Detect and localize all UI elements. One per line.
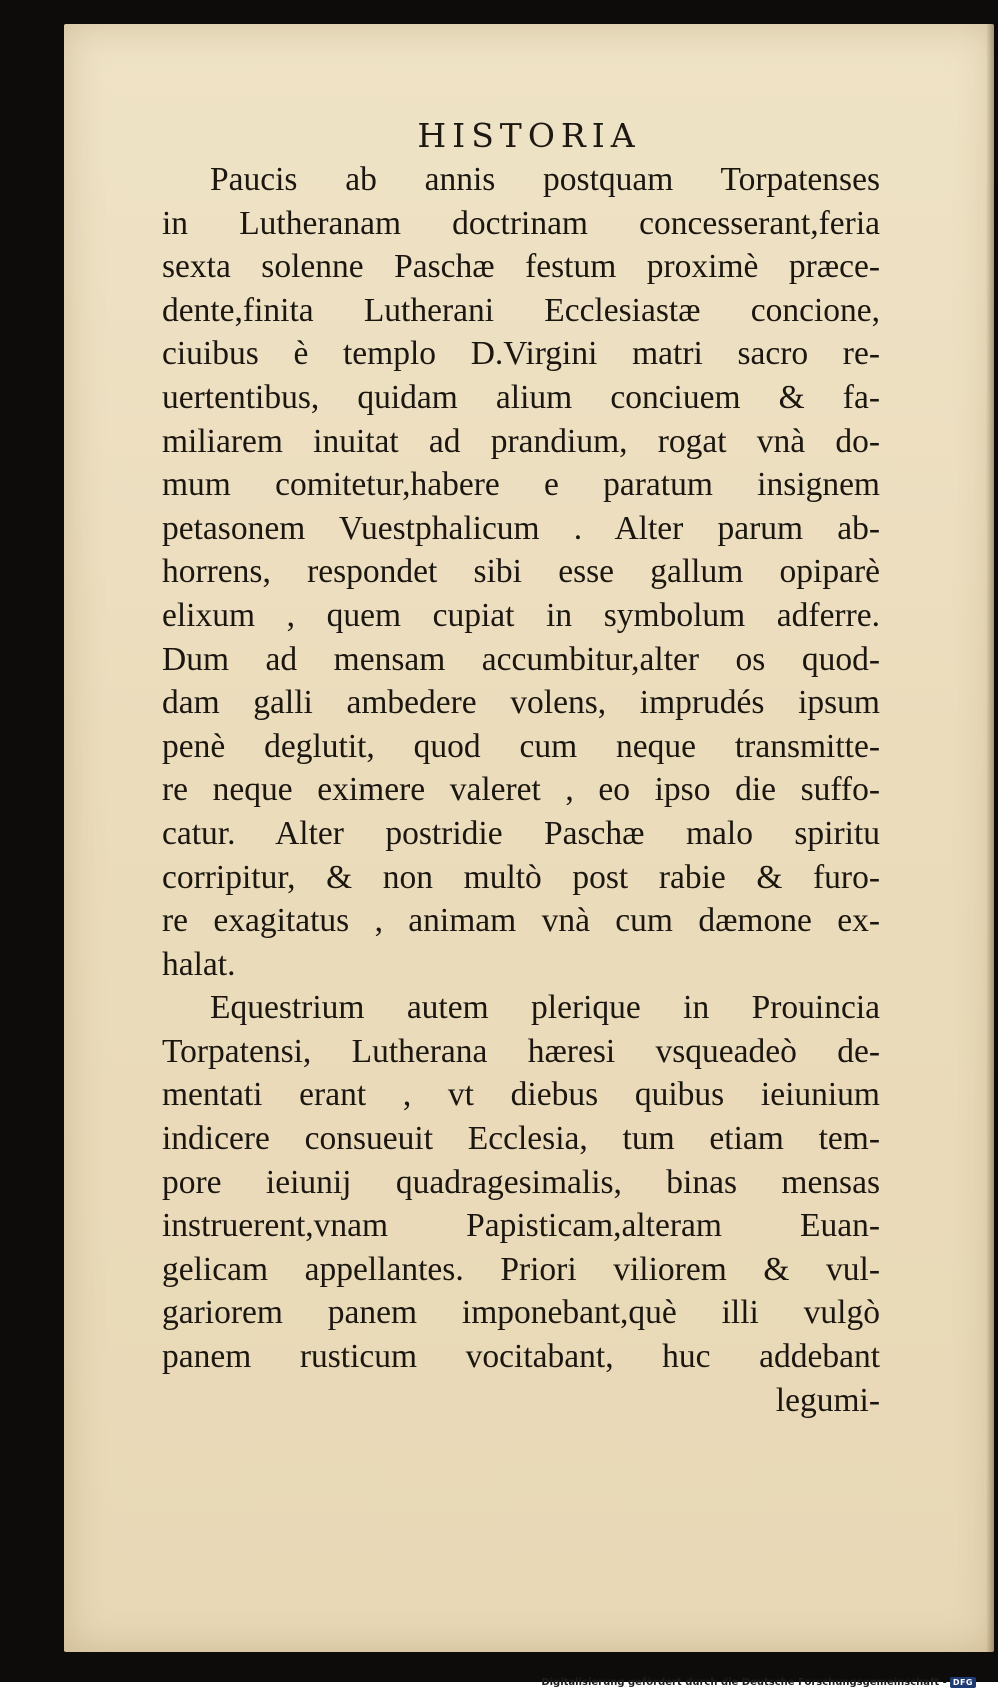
text-line: panem rusticum vocitabant, huc addebant [162, 1338, 880, 1376]
running-head: HISTORIA [417, 116, 641, 155]
text-line: corripitur, & non multò post rabie & furo- [162, 858, 880, 896]
text-line: dente,finita Lutherani Ecclesiastæ concione, [162, 291, 880, 329]
text-line: catur. Alter postridie Paschæ malo spiritu [162, 814, 880, 852]
dfg-logo: DFG [950, 1677, 976, 1688]
text-line: dam galli ambedere volens, imprudés ipsum [162, 684, 880, 722]
text-line: instruerent,vnam Papisticam,alteram Euan- [162, 1207, 880, 1245]
text-line: re exagitatus , animam vnà cum dæmone ex- [162, 902, 880, 940]
text-line: horrens, respondet sibi esse gallum opiparè [162, 553, 880, 591]
text-line: sexta solenne Paschæ festum proximè præce- [162, 248, 880, 286]
page-edge-shadow [986, 24, 994, 1652]
text-line: Torpatensi, Lutherana hæresi vsqueadeò de- [162, 1032, 880, 1070]
text-line: ciuibus è templo D.Virgini matri sacro re- [162, 335, 880, 373]
text-line: indicere consueuit Ecclesia, tum etiam tem- [162, 1120, 880, 1158]
text-line: mum comitetur,habere e paratum insignem [162, 466, 880, 504]
text-line: Equestrium autem plerique in Prouincia [210, 989, 880, 1027]
text-line: in Lutheranam doctrinam concesserant,feria [162, 204, 880, 242]
text-line: petasonem Vuestphalicum . Alter parum ab- [162, 509, 880, 547]
body-text [162, 158, 880, 1422]
text-line: elixum , quem cupiat in symbolum adferre. [162, 596, 880, 634]
text-line: Paucis ab annis postquam Torpatenses [210, 161, 880, 198]
text-line: miliarem inuitat ad prandium, rogat vnà do- [162, 422, 880, 460]
text-line: Dum ad mensam accumbitur,alter os quod- [162, 640, 880, 678]
text-line: legumi- [775, 1381, 880, 1419]
text-line: uertentibus, quidam alium conciuem & fa- [162, 378, 880, 416]
text-line: gariorem panem imponebant,què illi vulgò [162, 1294, 880, 1332]
digitization-credit [541, 1677, 976, 1688]
text-line: mentati erant , vt diebus quibus ieiunium [162, 1076, 880, 1114]
text-line: penè deglutit, quod cum neque transmitte- [162, 727, 880, 765]
text-line: pore ieiunij quadragesimalis, binas mensas [162, 1163, 880, 1201]
digitization-credit-text: Digitalisierung gefördert durch die Deutsche Forschungsgemeinschaft - [541, 1677, 947, 1688]
text-line: gelicam appellantes. Priori viliorem & vul- [162, 1250, 880, 1288]
text-line: halat. [162, 945, 236, 983]
text-line: re neque eximere valeret , eo ipso die suffo- [162, 771, 880, 809]
